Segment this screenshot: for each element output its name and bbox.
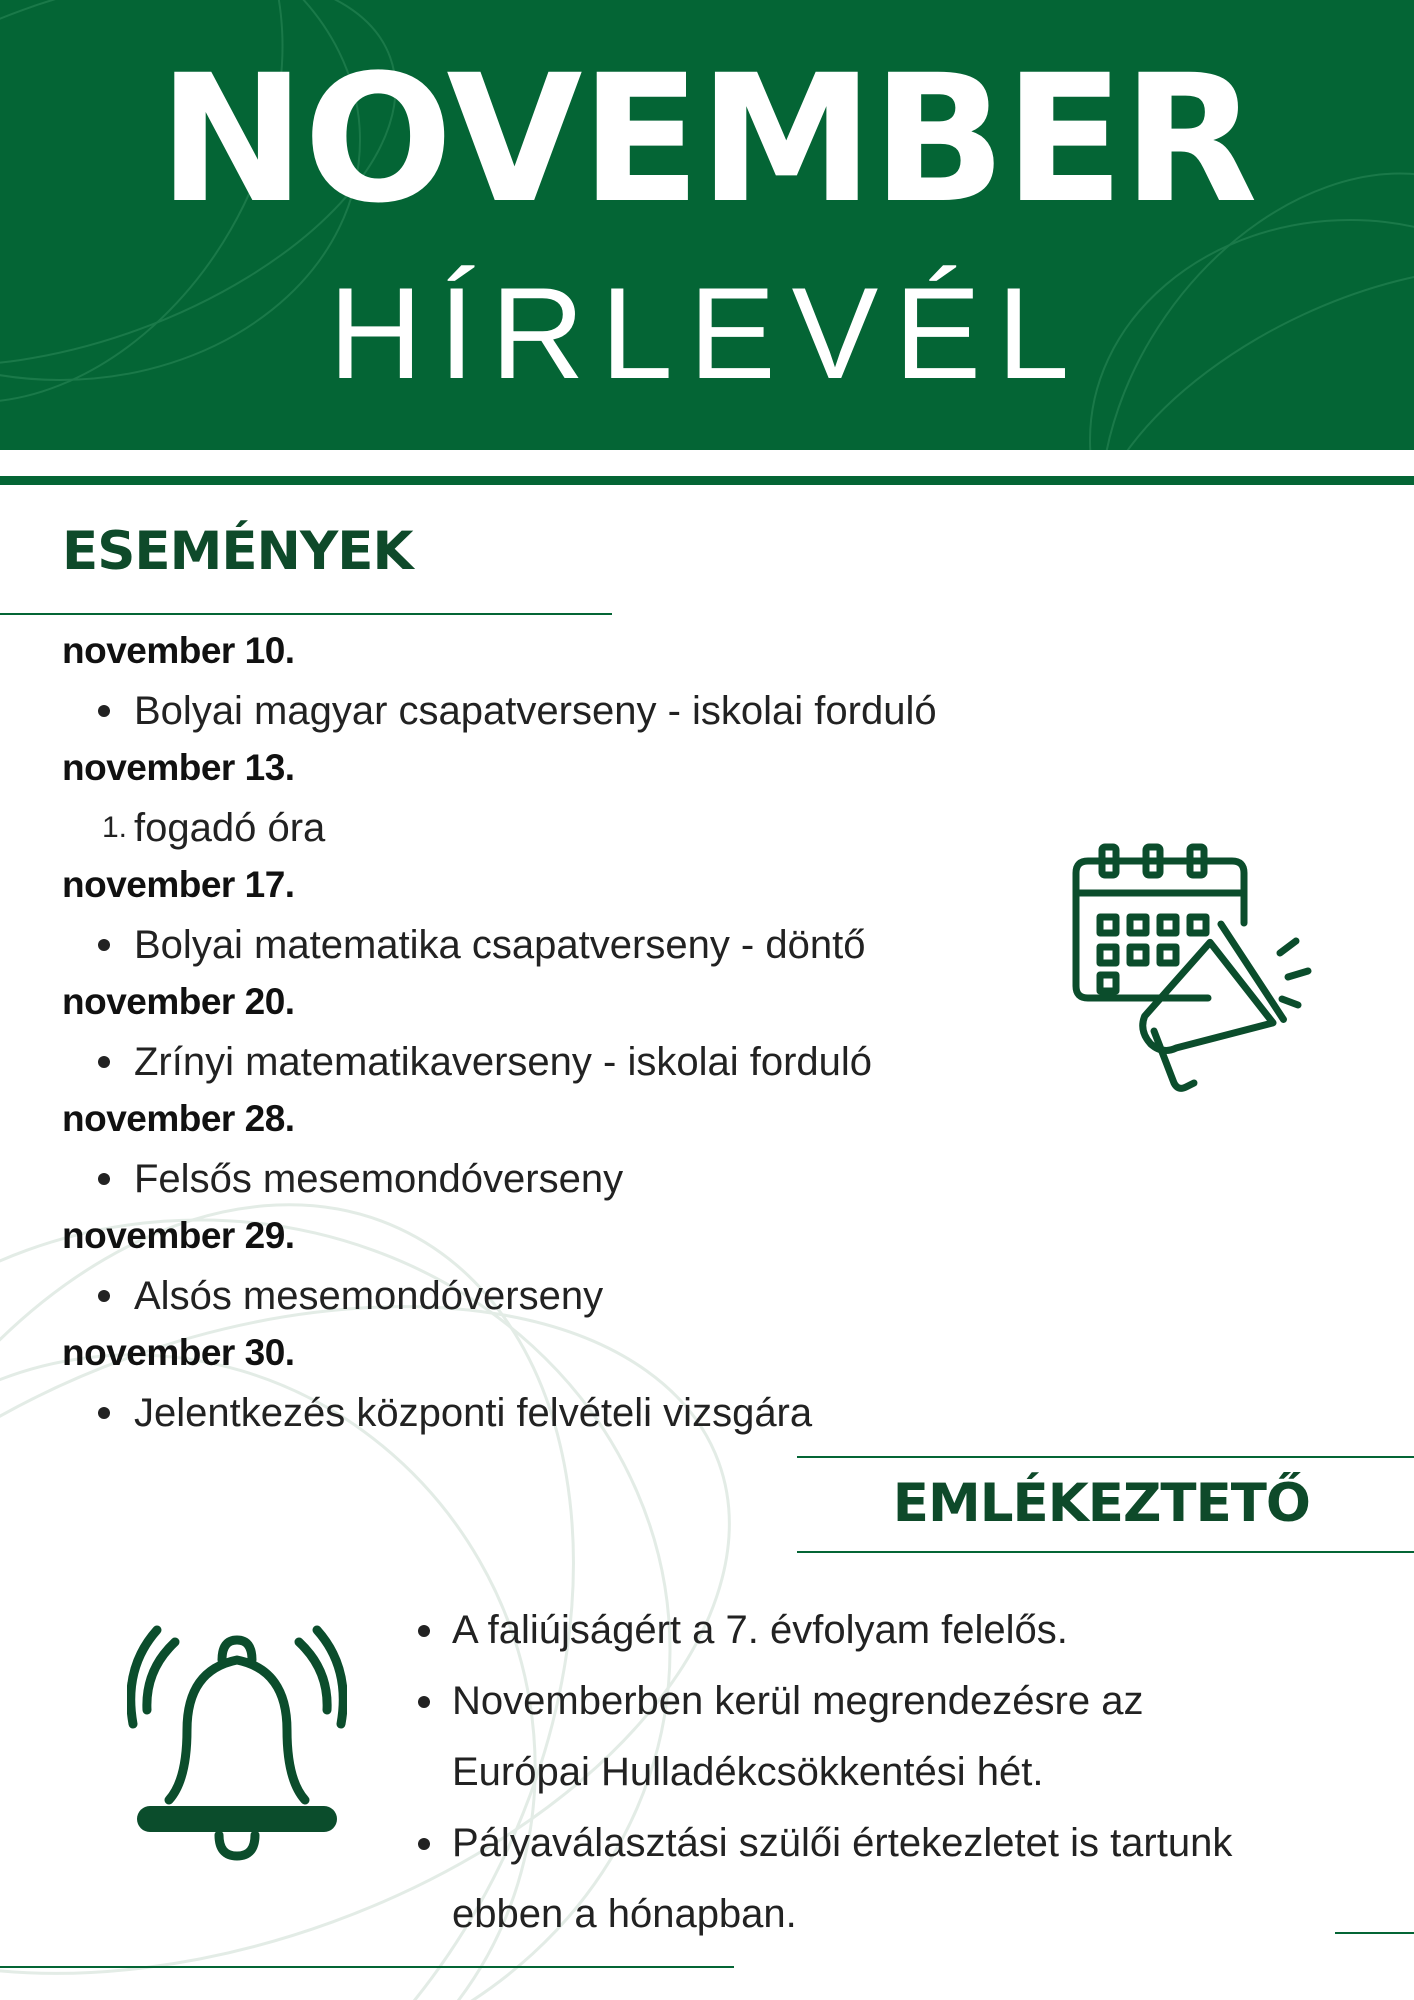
bullet-icon [98, 1407, 110, 1419]
bullet-icon [418, 1838, 430, 1850]
calendar-megaphone-icon [1066, 843, 1326, 1103]
reminder-text: Pályaválasztási szülői értekezletet is tartunk ebben a hónapban. [452, 1821, 1233, 1936]
bullet-icon [98, 1173, 110, 1185]
events-list [62, 632, 1062, 1451]
footer-line-left [0, 1966, 734, 1968]
event-item [62, 691, 1062, 749]
event-date: november 29. [62, 1215, 295, 1256]
reminder-text: Novemberben kerül megrendezésre az Európai Hulladékcsökkentési hét. [452, 1679, 1144, 1794]
newsletter-month-title: NOVEMBER [158, 37, 1256, 242]
event-date: november 10. [62, 630, 295, 671]
event-date: november 28. [62, 1098, 295, 1139]
event-text: Jelentkezés központi felvételi vizsgára [134, 1391, 813, 1435]
event-entry [62, 866, 1062, 983]
reminder-heading-underline [797, 1551, 1414, 1553]
header-banner [0, 0, 1414, 450]
bell-icon [127, 1620, 347, 1870]
event-entry [62, 983, 1062, 1100]
event-item [62, 808, 1062, 866]
reminder-text: A faliújságért a 7. évfolyam felelős. [452, 1608, 1068, 1652]
event-item [62, 925, 1062, 983]
event-entry [62, 1100, 1062, 1217]
event-item [62, 1042, 1062, 1100]
event-text: Felsős mesemondóverseny [134, 1157, 624, 1201]
event-date: november 30. [62, 1332, 295, 1373]
event-entry [62, 749, 1062, 866]
event-text: Bolyai magyar csapatverseny - iskolai forduló [134, 689, 937, 733]
event-text: Bolyai matematika csapatverseny - döntő [134, 923, 866, 967]
bullet-icon [98, 1290, 110, 1302]
event-date: november 13. [62, 747, 295, 788]
bullet-icon [98, 1056, 110, 1068]
bullet-icon [418, 1696, 430, 1708]
bullet-icon [98, 939, 110, 951]
event-date: november 20. [62, 981, 295, 1022]
bullet-icon [418, 1625, 430, 1637]
event-item [62, 1159, 1062, 1217]
reminder-heading: EMLÉKEZTETŐ [892, 1473, 1310, 1534]
events-heading-underline [0, 613, 612, 615]
event-entry [62, 1334, 1062, 1451]
event-entry [62, 1217, 1062, 1334]
reminder-item [452, 1595, 1352, 1666]
newsletter-subtitle: HÍRLEVÉL [328, 260, 1086, 406]
bullet-icon [98, 705, 110, 717]
event-item [62, 1393, 1062, 1451]
event-entry [62, 632, 1062, 749]
list-number: 1. [102, 811, 128, 844]
footer-line-right [1335, 1932, 1414, 1934]
event-text: Alsós mesemondóverseny [134, 1274, 604, 1318]
reminder-item [452, 1808, 1332, 1950]
events-heading: ESEMÉNYEK [62, 521, 413, 582]
event-text: fogadó óra [134, 806, 326, 850]
event-date: november 17. [62, 864, 295, 905]
reminder-heading-topline [797, 1456, 1414, 1458]
reminder-list [452, 1595, 1352, 1950]
header-divider [0, 476, 1414, 485]
event-item [62, 1276, 1062, 1334]
event-text: Zrínyi matematikaverseny - iskolai forduló [134, 1040, 873, 1084]
reminder-item [452, 1666, 1252, 1808]
